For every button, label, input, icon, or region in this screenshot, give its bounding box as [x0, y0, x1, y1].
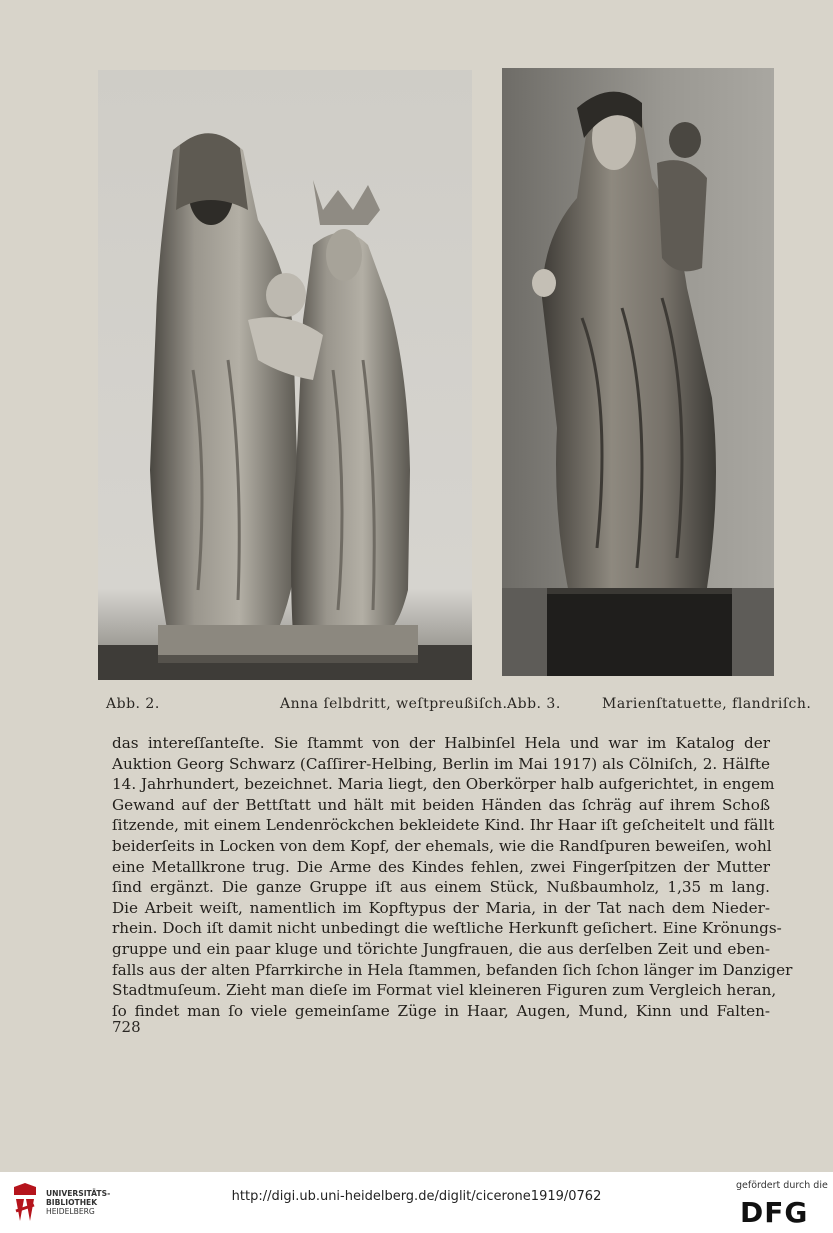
permalink-url[interactable]: http://digi.ub.uni-heidelberg.de/diglit/cicerone1919/0762: [231, 1189, 602, 1204]
text-line: ſo findet man ſo viele gemeinſame Züge in Haar, Augen, Mund, Kinn und Falten-: [112, 1001, 770, 1020]
figure-2-label: Abb. 2.: [106, 696, 160, 712]
text-line: gruppe und ein paar kluge und törichte Jungfrauen, die aus derſelben Zeit und eben-: [112, 939, 770, 958]
dfg-logo[interactable]: DFG: [740, 1196, 809, 1229]
text-line: Stadtmuſeum. Zieht man dieſe im Format viel kleineren Figuren zum Vergleich heran,: [112, 981, 777, 1000]
page-number: 728: [112, 1018, 141, 1036]
text-line: rhein. Doch iſt damit nicht unbedingt die weſtliche Herkunft geſichert. Eine Krönungs-: [112, 919, 782, 938]
funded-by-label: gefördert durch die: [736, 1180, 828, 1191]
uni-name-line3: HEIDELBERG: [46, 1207, 95, 1216]
text-line: Gewand auf der Bettſtatt und hält mit beiden Händen das ſchräg auf ihrem Schoß: [112, 795, 770, 814]
figure-3-caption: Marienſtatuette, flandriſch.: [602, 696, 812, 712]
text-line: beiderſeits in Locken von dem Kopf, der ehemals, wie die Randſpuren beweiſen, wohl: [112, 836, 772, 855]
figure-3-label: Abb. 3.: [507, 696, 561, 712]
marienstatuette-photo: [502, 68, 774, 676]
figure-2-caption: Anna ſelbdritt, weſtpreußiſch.: [280, 696, 508, 712]
text-line: ſind ergänzt. Die ganze Gruppe iſt aus einem Stück, Nußbaumholz, 1,35 m lang.: [112, 878, 770, 897]
text-line: ſitzende, mit einem Lendenröckchen bekleidete Kind. Ihr Haar iſt geſcheitelt und fällt: [112, 816, 775, 835]
text-line: falls aus der alten Pfarrkirche in Hela ſtammen, befanden ſich ſchon länger im Danziger: [112, 960, 793, 979]
uni-name-line1: UNIVERSITÄTS-: [46, 1189, 111, 1198]
text-line: Die Arbeit weiſt, namentlich im Kopftypus der Maria, in der Tat nach dem Nieder-: [112, 898, 770, 917]
uni-name-line2: BIBLIOTHEK: [46, 1198, 98, 1207]
anna-selbdritt-photo: [98, 70, 472, 680]
text-line: das intereſſanteſte. Sie ſtammt von der Halbinſel Hela und war im Katalog der: [112, 734, 770, 752]
text-line: 14. Jahrhundert, bezeichnet. Maria liegt, den Oberkörper halb aufgerichtet, in engem: [112, 775, 775, 794]
text-line: Auktion Georg Schwarz (Caſſirer-Helbing, Berlin im Mai 1917) als Cölniſch, 2. Hälfte: [112, 754, 770, 773]
body-paragraph: [112, 733, 793, 1021]
text-line: eine Metallkrone trug. Die Arme des Kindes fehlen, zwei Fingerſpitzen der Mutter: [112, 857, 770, 876]
